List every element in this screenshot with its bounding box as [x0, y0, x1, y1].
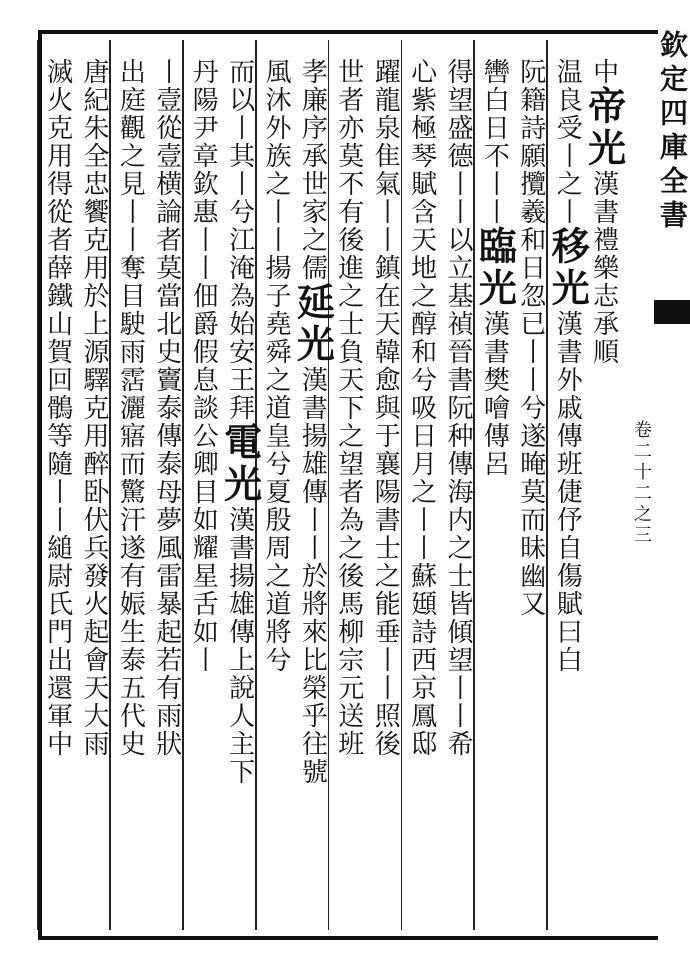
column-text: 漢書禮樂志 — [588, 170, 619, 310]
text-column — [367, 58, 403, 758]
column-text: 心紫極琴賦含天地之醇和兮吸日月之丨丨蘇頲詩西京鳳邸 — [406, 58, 437, 758]
column-text: 中 — [588, 58, 619, 86]
header-title-band: 欽定四庫全書 — [656, 30, 689, 234]
column-text: 丹陽尹章欽惠丨丨佃爵假息 — [188, 58, 219, 394]
column-text: 漢書樊噲傳呂 — [479, 310, 510, 478]
text-column — [331, 58, 367, 758]
headword: 電光 — [217, 422, 263, 506]
column-text: 得望盛德丨丨以立基禎晉書阮种傳海内之士皆傾望丨丨希 — [443, 58, 473, 758]
text-column — [545, 58, 591, 674]
column-text: 揚子堯舜之道皇兮夏殷周之道將兮 — [261, 254, 291, 674]
column-text: 漢書揚雄傳上說人主下 — [224, 506, 255, 786]
text-column — [440, 58, 476, 758]
column-text: 漢書外戚傳班倢伃自傷賦曰白 — [552, 310, 583, 674]
text-column — [258, 58, 294, 674]
headword: 延光 — [290, 282, 336, 366]
column-text: 孝廉序承世家之儒 — [297, 58, 328, 282]
column-text: 躍龍泉隹氣丨丨鎮在天韓愈與于襄陽書士之能垂丨丨照後 — [370, 58, 401, 758]
header-band-mark — [654, 300, 690, 324]
text-column — [581, 58, 627, 366]
column-text: 承順 — [588, 310, 619, 366]
column-text: 出庭觀之見丨丨奪目駛雨霑灑寤而驚汗遂有娠生泰五代史 — [115, 58, 146, 758]
headword: 移光 — [545, 226, 591, 310]
column-text: 風沐外族之丨丨 — [261, 58, 291, 254]
column-text: 温良受丨之丨 — [552, 58, 583, 226]
column-text: 滅火克用得從者薛鐵山賀回鶻等隨丨丨縋尉氏門出還軍中 — [42, 58, 73, 758]
text-column — [404, 58, 440, 758]
text-column — [513, 58, 549, 618]
column-text: 唐紀朱全忠饗克用於上源驛克用醉卧伏兵發火起會天大雨 — [79, 58, 109, 758]
text-column — [217, 58, 263, 786]
volume-label: 卷二十二之三 — [631, 420, 652, 546]
text-column — [290, 58, 336, 786]
text-column — [40, 58, 76, 758]
column-text: 而以丨其丨兮江淹為始安王拜 — [224, 58, 255, 422]
headword: 臨光 — [472, 226, 518, 310]
column-text: 談公卿目如耀星舌如丨 — [188, 394, 219, 674]
column-text: 丨壹從壹横論者莫當北史竇泰傳泰母夢風雷暴起若有雨狀 — [151, 58, 182, 758]
text-column — [149, 58, 185, 758]
text-column — [472, 58, 518, 478]
column-text: 阮籍詩願攬羲和 — [515, 58, 546, 254]
column-rule — [37, 40, 39, 930]
column-text: 漢書揚雄傳丨丨於將來比榮乎往號 — [297, 366, 328, 786]
column-text: 轡白日不丨丨 — [479, 58, 510, 226]
text-column — [76, 58, 112, 758]
column-text: 世者亦莫不有後進之士負天下之望者為之後馬柳宗元送班 — [333, 58, 364, 758]
text-column — [185, 58, 221, 674]
text-column — [112, 58, 148, 758]
headword: 帝光 — [581, 86, 627, 170]
column-text: 日忽已丨丨兮遂晻莫而昧幽又 — [515, 254, 546, 618]
